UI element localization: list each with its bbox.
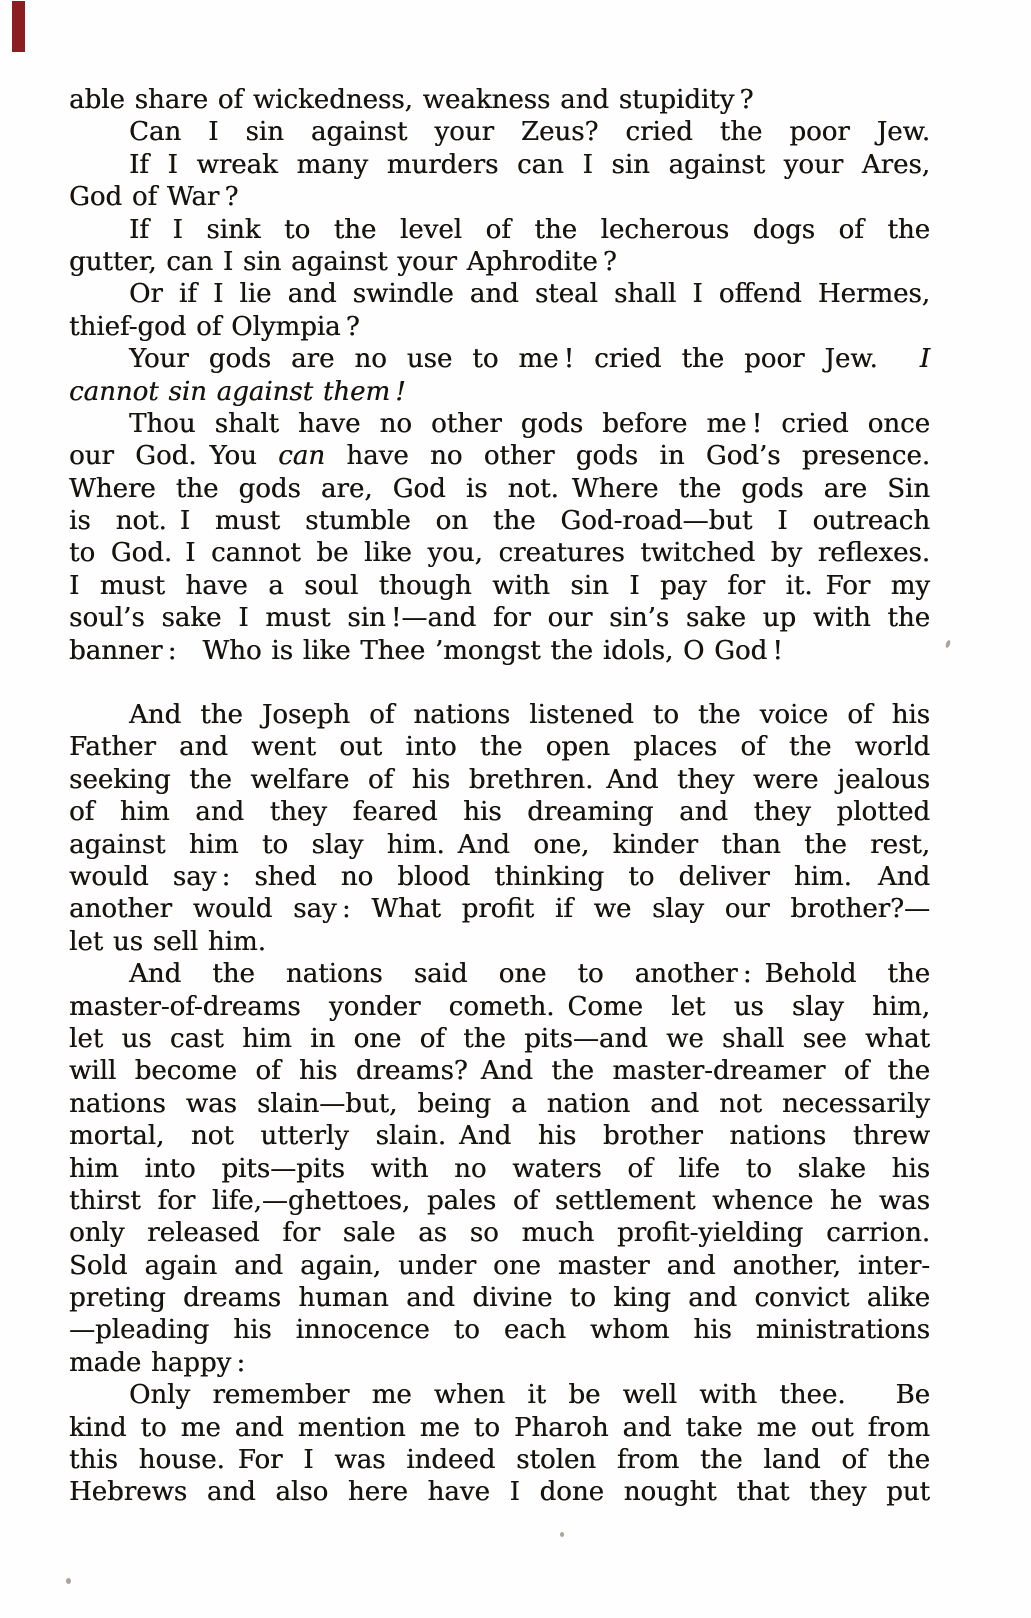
text-line xyxy=(69,1476,930,1508)
text-line xyxy=(69,181,930,213)
text-run: —pleading his innocence to each whom his ministrations xyxy=(69,1315,930,1346)
text-line xyxy=(69,473,930,505)
text-line xyxy=(69,764,930,796)
text-run: thirst for life,—ghettoes, pales of settlement whence he was xyxy=(69,1185,930,1216)
text-line xyxy=(69,1055,930,1087)
text-block xyxy=(69,84,930,1509)
text-line xyxy=(69,1250,930,1282)
text-line xyxy=(69,1023,930,1055)
text-run: our God. You xyxy=(69,441,279,472)
text-line xyxy=(69,343,930,375)
text-run: Where the gods are, God is not. Where the gods are Sin xyxy=(69,473,930,504)
text-line xyxy=(69,214,930,246)
text-run: gutter, can I sin against your Aphrodite ? xyxy=(69,246,617,277)
text-run: is not. I must stumble on the God-road—but I outreach xyxy=(69,506,930,537)
text-run: let us cast him in one of the pits—and we shall see what xyxy=(69,1023,930,1054)
text-run: seeking the welfare of his brethren. And they were jealous xyxy=(69,764,930,795)
text-run: him into pits—pits with no waters of life to slake his xyxy=(69,1153,930,1184)
text-run: Be xyxy=(895,1380,930,1411)
text-line xyxy=(69,440,930,472)
text-run: made happy : xyxy=(69,1347,246,1378)
text-run: will become of his dreams? And the master-dreamer of the xyxy=(69,1056,930,1087)
text-line xyxy=(69,505,930,537)
text-run: another would say : What profit if we slay our brother?— xyxy=(69,894,930,925)
text-run: Father and went out into the open places of the world xyxy=(69,732,930,763)
text-run: this house. For I was indeed stolen from the land of the xyxy=(69,1445,930,1476)
text-line xyxy=(69,537,930,569)
red-ink-mark xyxy=(12,1,25,52)
text-line xyxy=(69,1185,930,1217)
section-break xyxy=(69,667,930,699)
text-line xyxy=(69,926,930,958)
text-line xyxy=(69,796,930,828)
text-run: of him and they feared his dreaming and they plotted xyxy=(69,797,930,828)
text-run: Only remember me when it be well with thee. xyxy=(129,1380,846,1411)
text-line xyxy=(69,731,930,763)
text-run: Or if I lie and swindle and steal shall I offend Hermes, xyxy=(129,279,930,310)
scan-speck xyxy=(945,640,951,649)
text-run: Sold again and again, under one master and another, inter- xyxy=(69,1250,930,1281)
text-run: And the nations said one to another : Behold the xyxy=(129,959,930,990)
text-run: nations was slain—but, being a nation and not necessarily xyxy=(69,1088,930,1119)
text-line xyxy=(69,1217,930,1249)
text-run: preting dreams human and divine to king and convict alike xyxy=(69,1283,930,1314)
text-run: would say : shed no blood thinking to deliver him. And xyxy=(69,861,930,892)
text-run: God of War ? xyxy=(69,182,239,213)
text-line xyxy=(69,149,930,181)
text-run: can xyxy=(278,441,325,472)
text-line xyxy=(69,861,930,893)
text-line xyxy=(69,311,930,343)
text-line xyxy=(69,84,930,116)
text-run: And the Joseph of nations listened to the voice of his xyxy=(129,700,930,731)
text-line xyxy=(69,958,930,990)
text-line xyxy=(69,1088,930,1120)
text-line xyxy=(69,1444,930,1476)
word-gap xyxy=(846,1402,896,1403)
text-run: Can I sin against your Zeus? cried the poor Jew. xyxy=(129,117,930,148)
text-run: banner : Who is like Thee ’mongst the idols, O God ! xyxy=(69,635,783,666)
text-run: able share of wickedness, weakness and stupidity ? xyxy=(69,85,754,115)
text-line xyxy=(69,699,930,731)
text-run: cannot sin against them ! xyxy=(69,376,406,407)
text-run: Your gods are no use to me ! cried the poor Jew. xyxy=(129,344,878,375)
text-run: I must have a soul though with sin I pay for it. For my xyxy=(69,570,930,601)
text-run: against him to slay him. And one, kinder than the rest, xyxy=(69,829,930,860)
text-line xyxy=(69,1314,930,1346)
text-run: mortal, not utterly slain. And his brother nations threw xyxy=(69,1121,930,1152)
text-line xyxy=(69,376,930,408)
word-gap xyxy=(878,366,920,367)
text-run: Hebrews and also here have I done nought that they put xyxy=(69,1477,930,1508)
text-line xyxy=(69,1347,930,1379)
text-run: If I sink to the level of the lecherous dogs of the xyxy=(129,214,930,245)
text-line xyxy=(69,602,930,634)
text-line xyxy=(69,829,930,861)
text-line xyxy=(69,408,930,440)
text-line xyxy=(69,1379,930,1411)
text-run: If I wreak many murders can I sin against your Ares, xyxy=(129,149,930,180)
text-line xyxy=(69,1282,930,1314)
text-line xyxy=(69,246,930,278)
text-line xyxy=(69,991,930,1023)
scan-speck xyxy=(66,1578,71,1584)
text-line xyxy=(69,570,930,602)
text-run: only released for sale as so much profit-yielding carrion. xyxy=(69,1218,930,1249)
text-run: thief-god of Olympia ? xyxy=(69,311,360,342)
text-run: have no other gods in God’s presence. xyxy=(324,441,930,472)
text-line xyxy=(69,635,930,667)
text-line xyxy=(69,893,930,925)
text-run: to God. I cannot be like you, creatures twitched by reflexes. xyxy=(69,538,930,569)
text-line xyxy=(69,1120,930,1152)
text-run: master-of-dreams yonder cometh. Come let us slay him, xyxy=(69,991,930,1022)
text-run: kind to me and mention me to Pharoh and take me out from xyxy=(69,1412,930,1443)
text-line xyxy=(69,278,930,310)
text-line xyxy=(69,1412,930,1444)
text-line xyxy=(69,116,930,148)
text-run: let us sell him. xyxy=(69,926,266,957)
text-run: I xyxy=(919,344,930,375)
text-line xyxy=(69,1153,930,1185)
scan-speck xyxy=(560,1532,564,1537)
text-run: soul’s sake I must sin !—and for our sin’s sake up with the xyxy=(69,603,930,634)
text-run: Thou shalt have no other gods before me ! cried once xyxy=(129,408,930,439)
